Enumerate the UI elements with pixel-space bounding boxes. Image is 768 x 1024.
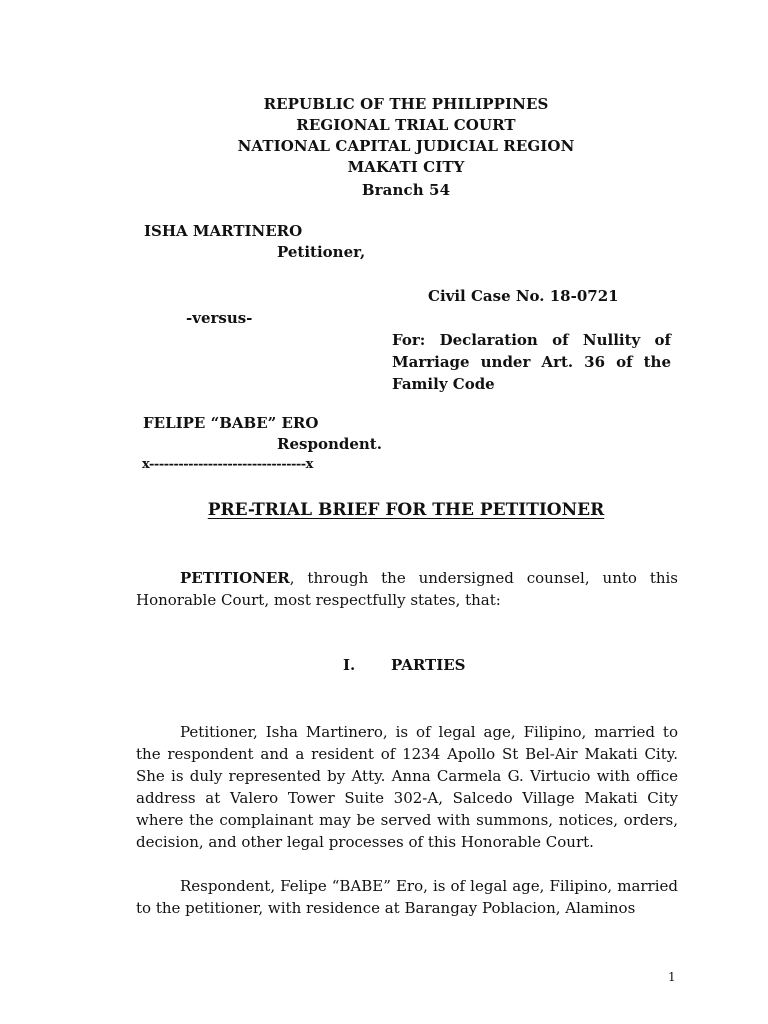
paragraph-respondent: Respondent, Felipe “BABE” Ero, is of legal age, Filipino, married to the petitioner, with residence at Barangay Poblacion, Alaminos bbox=[136, 877, 678, 917]
petitioner-name: ISHA MARTINERO bbox=[144, 222, 303, 240]
case-nature-line-3: Family Code bbox=[392, 375, 495, 393]
section-numeral: I. bbox=[343, 656, 356, 674]
respondent-role: Respondent. bbox=[277, 435, 382, 453]
header-branch: Branch 54 bbox=[361, 181, 451, 199]
header-region: NATIONAL CAPITAL JUDICIAL REGION bbox=[237, 137, 575, 155]
case-nature-line-1: For: Declaration of Nullity of bbox=[392, 331, 671, 349]
versus-label: -versus- bbox=[186, 309, 253, 327]
intro-paragraph bbox=[136, 567, 678, 611]
respondent-name: FELIPE “BABE” ERO bbox=[143, 414, 319, 432]
case-number: Civil Case No. 18-0721 bbox=[428, 287, 619, 305]
document-title: PRE-TRIAL BRIEF FOR THE PETITIONER bbox=[207, 500, 605, 520]
case-nature-line-2: Marriage under Art. 36 of the bbox=[392, 353, 671, 371]
intro-rest: , through the undersigned counsel, unto this Honorable Court, most respectfully states, that: bbox=[136, 569, 678, 609]
case-nature bbox=[392, 329, 671, 395]
caption-separator: x--------------------------------x bbox=[142, 457, 313, 472]
page-number: 1 bbox=[668, 970, 676, 984]
header-republic: REPUBLIC OF THE PHILIPPINES bbox=[263, 95, 549, 113]
petitioner-role: Petitioner, bbox=[277, 243, 366, 261]
intro-lead: PETITIONER bbox=[180, 569, 290, 587]
header-city: MAKATI CITY bbox=[347, 158, 465, 176]
header-court: REGIONAL TRIAL COURT bbox=[296, 116, 516, 134]
paragraph-petitioner: Petitioner, Isha Martinero, is of legal age, Filipino, married to the respondent and a resident of 1234 Apollo St Bel-Air Makati City. She is duly represented by Atty. Anna Carmela G. Virtucio with office address at Valero Tower Suite 302-A, Salcedo Village Makati City where the complainant may be served with summons, notices, orders, decision, and other legal processes of this Honorable Court. bbox=[136, 723, 678, 851]
section-heading: PARTIES bbox=[391, 656, 466, 674]
